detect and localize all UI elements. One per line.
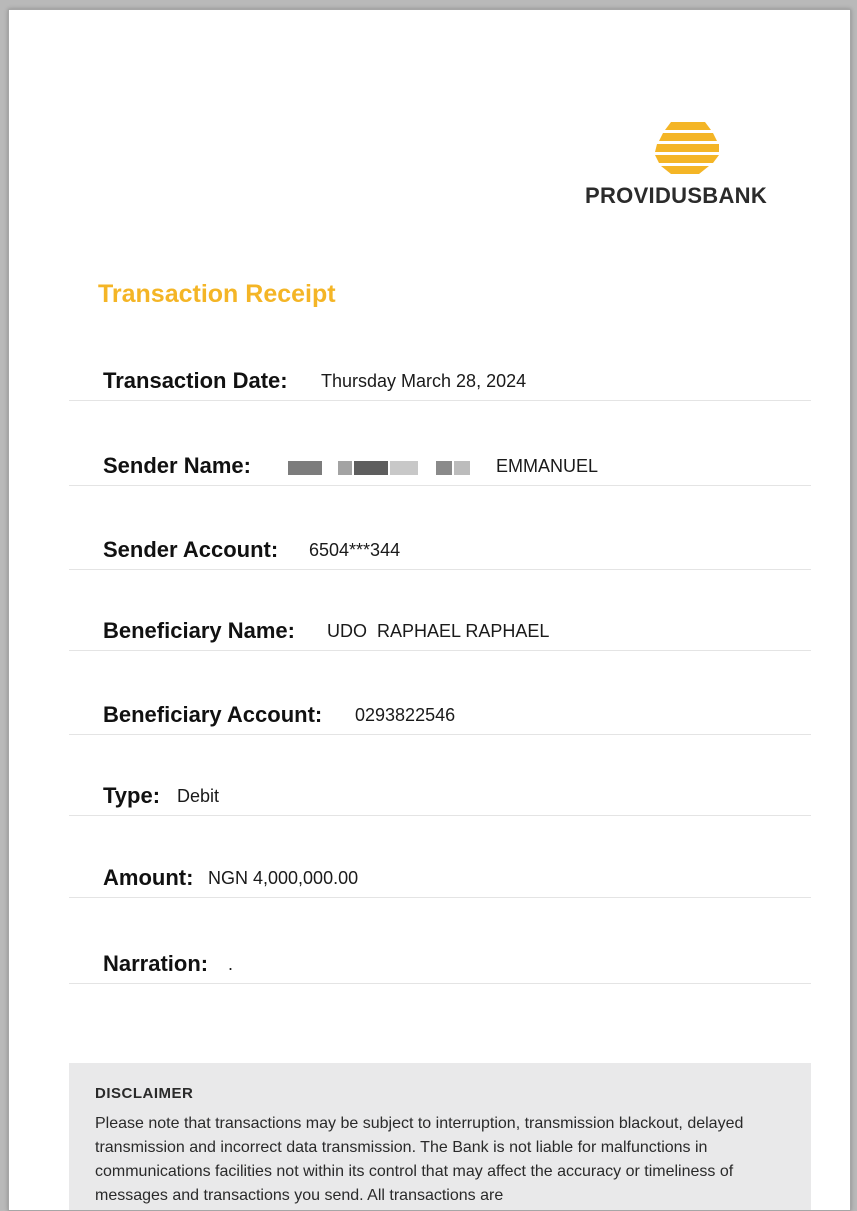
field-label: Beneficiary Name: — [103, 618, 295, 643]
field-sender-name — [69, 440, 811, 486]
disclaimer-text: Please note that transactions may be subject to interruption, transmission blackout, delayed transmission and incorrect data transmission. The Bank is not liable for malfunctions in communications facilities not within its control that may affect the accuracy or timeliness of messages and transactions you send. All transactions are — [95, 1115, 744, 1204]
field-transaction-date — [69, 355, 811, 401]
redacted-block — [288, 461, 322, 475]
field-sender-account — [69, 524, 811, 570]
redacted-block — [454, 461, 470, 475]
receipt-title: Transaction Receipt — [98, 280, 336, 308]
providus-logo-icon — [655, 122, 719, 174]
field-narration — [69, 938, 811, 984]
redacted-block — [436, 461, 452, 475]
field-value: Debit — [177, 786, 220, 806]
disclaimer-box — [69, 1063, 811, 1211]
field-value: UDO RAPHAEL RAPHAEL — [327, 621, 550, 641]
redacted-block — [338, 461, 352, 475]
field-value: . — [228, 954, 234, 974]
field-label: Type: — [103, 783, 161, 808]
redacted-block — [390, 461, 418, 475]
bank-name: PROVIDUSBANK — [585, 183, 768, 208]
field-value: EMMANUEL — [496, 456, 599, 476]
field-label: Amount: — [103, 865, 194, 890]
field-label: Sender Account: — [103, 537, 279, 562]
field-label: Narration: — [103, 951, 209, 976]
field-label: Transaction Date: — [103, 368, 288, 393]
field-amount — [69, 852, 811, 898]
field-beneficiary-name — [69, 605, 811, 651]
field-label: Beneficiary Account: — [103, 702, 323, 727]
field-label: Sender Name: — [103, 453, 251, 478]
field-beneficiary-account — [69, 689, 811, 735]
field-value: 0293822546 — [355, 705, 456, 725]
field-value: Thursday March 28, 2024 — [321, 371, 527, 391]
redacted-block — [354, 461, 388, 475]
disclaimer-title: DISCLAIMER — [95, 1085, 194, 1102]
field-type — [69, 770, 811, 816]
bank-logo — [583, 122, 793, 220]
receipt-page — [8, 9, 851, 1211]
field-value: NGN 4,000,000.00 — [208, 868, 359, 888]
field-value: 6504***344 — [309, 540, 401, 560]
